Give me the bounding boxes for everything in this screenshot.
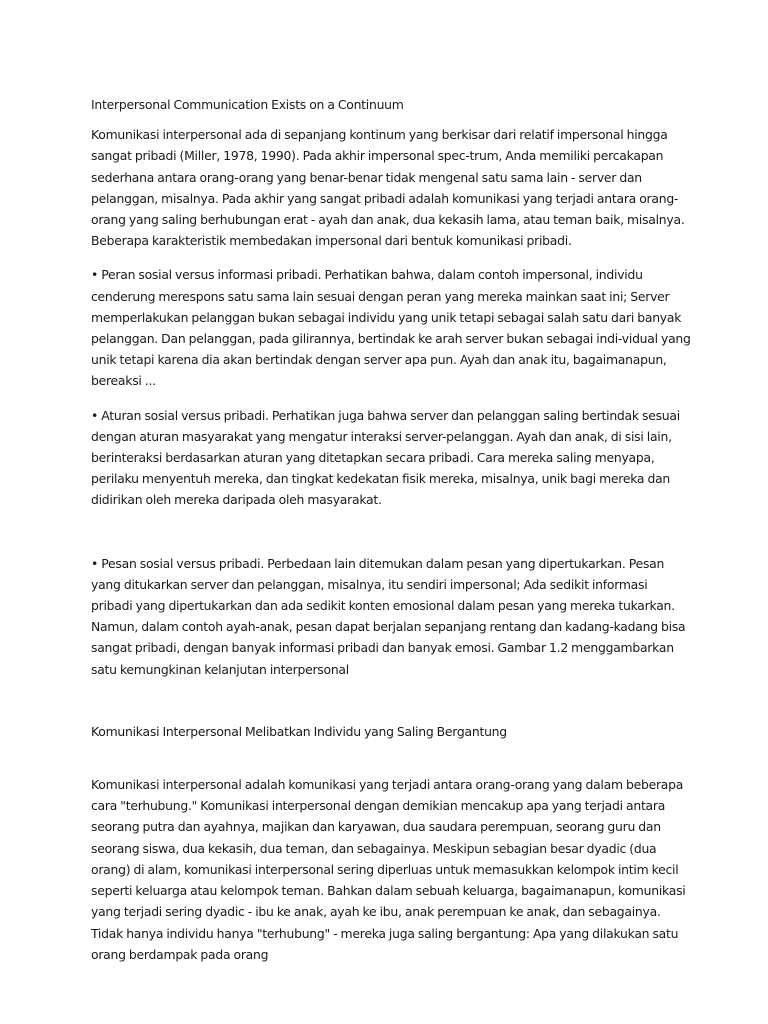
section-heading-continuum: Interpersonal Communication Exists on a Continuum [91,97,404,112]
paragraph-social-roles: • Peran sosial versus informasi pribadi. Perhatikan bahwa, dalam contoh impersonal, individu cenderung merespons satu sama lain sesuai dengan peran yang mereka mainkan saat ini; Server memperlakukan pelanggan bukan sebagai individu yang unik tetapi sebagai salah satu dari banyak pelanggan. Dan pelanggan, pada gilirannya, bertindak ke arah server bukan sebagai indi-vidual yang unik tetapi karena dia akan bertindak dengan server apa pun. Ayah dan anak itu, bagaimanapun, bereaksi ... [91,267,691,389]
section-heading-interdependent: Komunikasi Interpersonal Melibatkan Individu yang Saling Bergantung [91,723,507,739]
paragraph-social-rules: • Aturan sosial versus pribadi. Perhatikan juga bahwa server dan pelanggan saling bertindak sesuai dengan aturan masyarakat yang mengatur interaksi server-pelanggan. Ayah dan anak, di sisi lain, berinteraksi berdasarkan aturan yang ditetapkan secara pribadi. Cara mereka saling menyapa, perilaku menyentuh mereka, dan tingkat kedekatan fisik mereka, misalnya, unik bagi mereka dan didirikan oleh mereka daripada oleh masyarakat. [91,407,680,508]
paragraph-continuum-intro: Komunikasi interpersonal ada di sepanjang kontinum yang berkisar dari relatif impersonal hingga sangat pribadi (Miller, 1978, 1990). Pada akhir impersonal spec-trum, Anda memiliki percakapan sederhana antara orang-orang yang benar-benar tidak mengenal satu sama lain - server dan pelanggan, misalnya. Pada akhir yang sangat pribadi adalah komunikasi yang terjadi antara orang-orang yang saling berhubungan erat - ayah dan anak, dua kekasih lama, atau teman baik, misalnya. Beberapa karakteristik membedakan impersonal dari bentuk komunikasi pribadi. [91,127,685,249]
paragraph-social-messages: • Pesan sosial versus pribadi. Perbedaan lain ditemukan dalam pesan yang dipertukarkan. Pesan yang ditukarkan server dan pelanggan, misalnya, itu sendiri impersonal; Ada sedikit informasi pribadi yang dipertukarkan dan ada sedikit konten emosional dalam pesan yang mereka tukarkan. Namun, dalam contoh ayah-anak, pesan dapat berjalan sepanjang rentang dan kadang-kadang bisa sangat pribadi, dengan banyak informasi pribadi dan banyak emosi. Gambar 1.2 menggambarkan satu kemungkinan kelanjutan interpersonal [91,555,686,677]
document-page [91,94,691,965]
paragraph-interdependent: Komunikasi interpersonal adalah komunikasi yang terjadi antara orang-orang yang dalam beberapa cara "terhubung." Komunikasi interpersonal dengan demikian mencakup apa yang terjadi antara seorang putra dan ayahnya, majikan dan karyawan, dua saudara perempuan, seorang guru dan seorang siswa, dua kekasih, dua teman, dan sebagainya. Meskipun sebagian besar dyadic (dua orang) di alam, komunikasi interpersonal sering diperluas untuk memasukkan kelompok intim kecil seperti keluarga atau kelompok teman. Bahkan dalam sebuah keluarga, bagaimanapun, komunikasi yang terjadi sering dyadic - ibu ke anak, ayah ke ibu, anak perempuan ke anak, dan sebagainya. Tidak hanya individu hanya "terhubung" - mereka juga saling bergantung: Apa yang dilakukan satu orang berdampak pada orang [91,777,686,962]
